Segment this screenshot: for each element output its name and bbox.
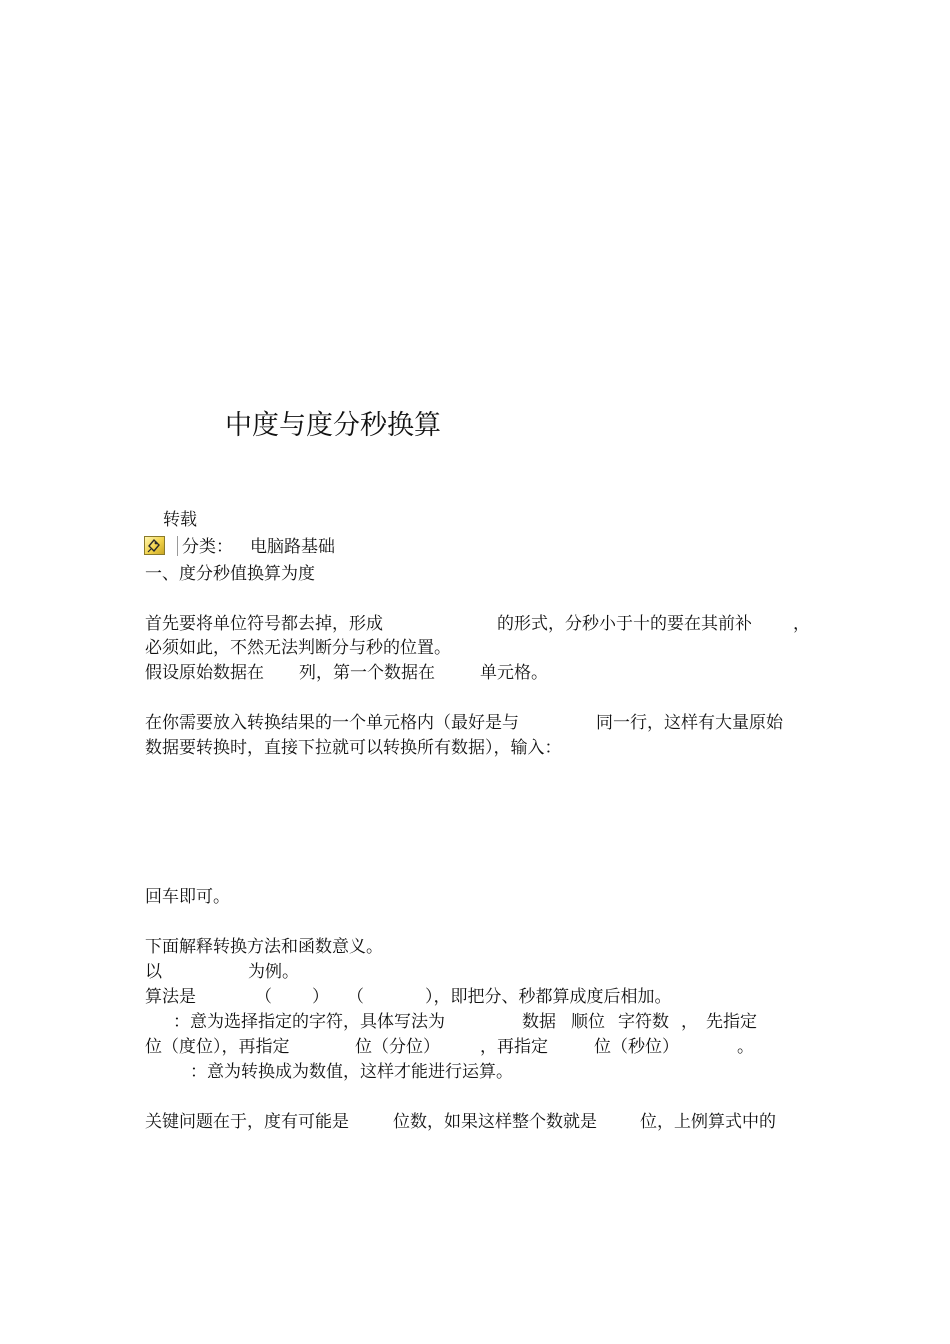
category-separator	[177, 536, 178, 556]
paragraph-text: ，再指定	[480, 1037, 548, 1057]
section-heading: 一、度分秒值换算为度	[145, 564, 315, 584]
paragraph-text: 必须如此，不然无法判断分与秒的位置。	[145, 638, 451, 658]
category-link[interactable]: 电脑路基础	[250, 537, 335, 557]
paragraph-text: 数据	[522, 1012, 556, 1032]
paragraph-text: 下面解释转换方法和函数意义。	[145, 937, 383, 957]
paragraph-text: 位（分位）	[355, 1037, 440, 1057]
paragraph-text: 先指定	[706, 1012, 757, 1032]
paragraph-text: 算法是	[145, 987, 196, 1007]
paragraph-text: 位，上例算式中的	[640, 1112, 776, 1132]
paragraph-text: 首先要将单位符号都去掉，形成	[145, 614, 383, 634]
paragraph-text: 关键问题在于，度有可能是	[145, 1112, 349, 1132]
paragraph-text: 位（度位），再指定	[145, 1037, 290, 1057]
paragraph-text: 位数，如果这样整个数就是	[393, 1112, 597, 1132]
paragraph-text: 位（秒位）	[594, 1037, 679, 1057]
paragraph-text: ：意为转换成为数值，这样才能进行运算。	[190, 1062, 513, 1082]
category-label: 分类：	[182, 537, 233, 557]
paragraph-text: 字符数	[618, 1012, 669, 1032]
paragraph-text: （	[255, 987, 272, 1007]
paragraph-text: 为例。	[248, 962, 299, 982]
paragraph-text: 假设原始数据在	[145, 663, 264, 683]
paragraph-text: ）	[312, 987, 329, 1007]
paragraph-text: ，	[681, 1012, 698, 1032]
page-title: 中度与度分秒换算	[225, 410, 441, 441]
paragraph-text: ，	[793, 614, 810, 634]
paragraph-text: 同一行，这样有大量原始	[596, 713, 783, 733]
paragraph-text: 顺位	[571, 1012, 605, 1032]
paragraph-text: ：意为选择指定的字符，具体写法为	[173, 1012, 445, 1032]
paragraph-text: 。	[737, 1037, 754, 1057]
paragraph-text: 列，第一个数据在	[299, 663, 435, 683]
paragraph-text: （	[347, 987, 364, 1007]
paragraph-text: 的形式，分秒小于十的要在其前补	[497, 614, 752, 634]
paragraph-text: 在你需要放入转换结果的一个单元格内（最好是与	[145, 713, 519, 733]
paragraph-text: ），即把分、秒都算成度后相加。	[425, 987, 672, 1007]
category-tag-icon	[144, 536, 165, 555]
paragraph-text: 以	[145, 962, 162, 982]
repost-label: 转载	[163, 510, 197, 530]
paragraph-text: 数据要转换时，直接下拉就可以转换所有数据），输入：	[145, 738, 562, 758]
paragraph-text: 回车即可。	[145, 887, 230, 907]
paragraph-text: 单元格。	[480, 663, 548, 683]
